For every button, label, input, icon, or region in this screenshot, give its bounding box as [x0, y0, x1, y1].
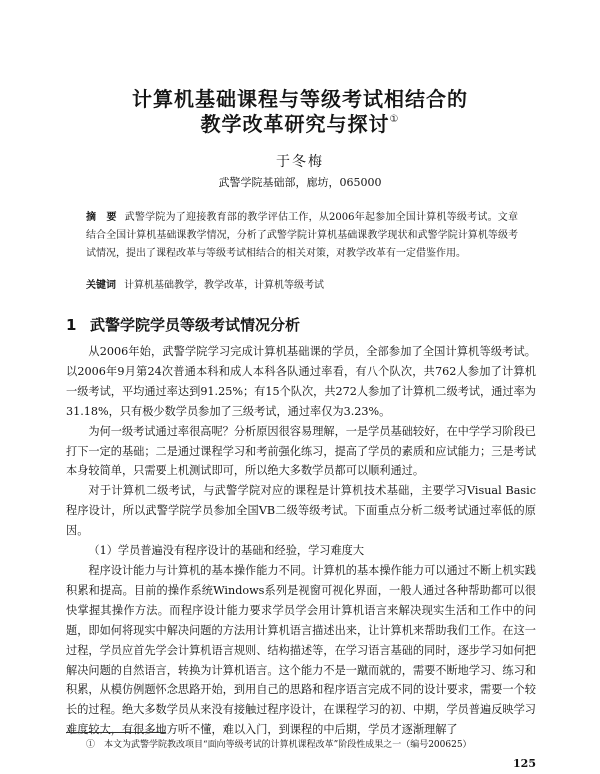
- author-name: 于冬梅: [276, 154, 324, 170]
- footnote-rule: [66, 732, 166, 733]
- section-title: 武警学院学员等级考试情况分析: [90, 316, 301, 334]
- paragraph: 从2006年始，武警学院学习完成计算机基础课的学员，全部参加了全国计算机等级考试。以2006年9月第24次普通本科和成人本科各队通过率看，有八个队次，共762人参加了计算机一级考试，平均通过率达到91.25%；有15个队次，共272人参加了计算机二级考试，通过率为31.18%，只有极少数学员参加了三级考试，通过率仅为3.23%。: [66, 345, 536, 418]
- section-number: 1: [66, 316, 77, 334]
- keywords: [86, 276, 518, 291]
- paragraph: 程序设计能力与计算机的基本操作能力不同。计算机的基本操作能力可以通过不断上机实践积累和提高。目前的操作系统Windows系列是视窗可视化界面，一般人通过各种帮助都可以很快掌握其操作方法。而程序设计能力要求学员学会用计算机语言来解决现实生活和工作中的问题，即如何将现实中解决问题的方法用计算机语言描述出来，让计算机来帮助我们工作。在这一过程，学员应首先学会计算机语言规则、结构描述等，在学习语言基础的同时，逐步学习如何把解决问题的自然语言，转换为计算机语言。这个能力不是一蹴而就的，需要不断地学习、练习和积累，从模仿例题怀念思路开始，到用自己的思路和程序语言完成不同的设计要求，需要一个较长的过程。绝大多数学员从来没有接触过程序设计，在课程学习的初、中期，学员普遍反映学习难度较大，有很多地方听不懂，难以入门，到课程的中后期，学员才逐渐理解了: [66, 563, 536, 737]
- subheading: （1）学员普遍没有程序设计的基础和经验，学习难度大: [88, 544, 365, 558]
- footnote: ① 本文为武警学院教改项目“面向等级考试的计算机课程改革”阶段性成果之一（编号200625）: [86, 740, 472, 750]
- body-text: [66, 342, 536, 740]
- author-affiliation: 武警学院基础部，廊坊，065000: [218, 176, 382, 189]
- keywords-label: 关键词: [86, 280, 116, 291]
- page-number: 125: [513, 757, 536, 770]
- abstract-text: 武警学院为了迎接教育部的教学评估工作，从2006年起参加全国计算机等级考试。文章结合全国计算机基础课教学情况，分析了武警学院计算机基础课教学现状和武警学院计算机等级考试情况，提出了课程改革与等级考试相结合的相关对策，对教学改革有一定借鉴作用。: [86, 212, 519, 259]
- section-heading: [66, 314, 300, 335]
- title-line-1: 计算机基础课程与等级考试相结合的: [132, 87, 468, 111]
- abstract-label: 摘 要: [86, 212, 117, 223]
- title-line-2: [60, 108, 540, 137]
- title-line-2-text: 教学改革研究与探讨: [200, 112, 390, 136]
- paragraph: 对于计算机二级考试，与武警学院对应的课程是计算机技术基础，主要学习Visual Basic程序设计，所以武警学院学员参加全国VB二级等级考试。下面重点分析二级考试通过率低的原因。: [66, 484, 536, 538]
- abstract: [86, 209, 518, 263]
- title-footnote-mark[interactable]: ①: [389, 114, 400, 125]
- keywords-text: 计算机基础教学，教学改革，计算机等级考试: [124, 280, 324, 291]
- paragraph: 为何一级考试通过率很高呢？分析原因很容易理解，一是学员基础较好，在中学学习阶段已打下一定的基础；二是通过课程学习和考前强化练习，提高了学员的素质和应试能力；三是考试本身较简单，只需要上机测试即可，所以绝大多数学员都可以顺利通过。: [66, 424, 536, 478]
